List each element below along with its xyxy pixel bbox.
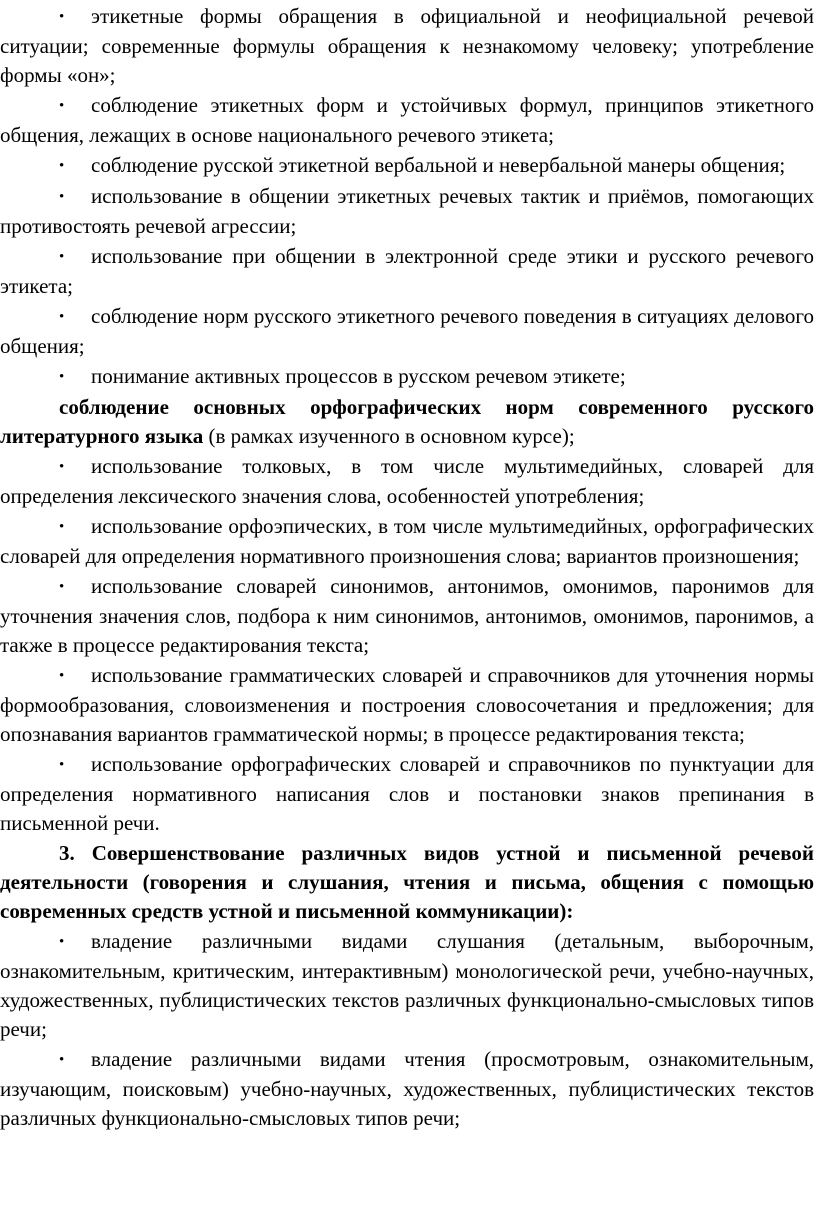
bullet-item	[0, 572, 814, 660]
bullet-icon: •	[59, 9, 65, 25]
bullet-icon: •	[59, 934, 65, 950]
bullet-item	[0, 512, 814, 571]
bullet-text: использование грамматических словарей и справочников для уточнения нормы формообразования, словоизменения и построения словосочетания и предложения; для опознавания вариантов грамматической нормы; в процессе редактирования текста;	[0, 663, 814, 746]
bullet-icon: •	[59, 249, 65, 265]
bullet-text: соблюдение норм русского этикетного речевого поведения в ситуациях делового общения;	[0, 304, 814, 358]
bullet-icon: •	[59, 309, 65, 325]
bullet-item	[0, 362, 814, 392]
bullet-item	[0, 452, 814, 511]
bullet-item	[0, 91, 814, 150]
bullet-text: соблюдение русской этикетной вербальной и невербальной манеры общения;	[91, 153, 786, 177]
bullet-icon: •	[59, 519, 65, 535]
bullet-item	[0, 302, 814, 361]
bullet-icon: •	[59, 579, 65, 595]
bullet-text: владение различными видами слушания (детальным, выборочным, ознакомительным, критическим, интерактивным) монологической речи, учебно-научных, художественных, публицистических текстов различных функционально-смысловых типов речи;	[0, 929, 814, 1041]
bullet-item	[0, 750, 814, 838]
bullet-text: использование при общении в электронной среде этики и русского речевого этикета;	[0, 244, 814, 298]
section-heading: 3. Совершенствование различных видов устной и письменной речевой деятельности (говорения и слушания, чтения и письма, общения с помощью современных средств устной и письменной коммуникации):	[0, 841, 814, 923]
bullet-text: понимание активных процессов в русском речевом этикете;	[91, 364, 626, 388]
bullet-text: этикетные формы обращения в официальной и неофициальной речевой ситуации; современные формулы обращения к незнакомому человеку; употребление формы «он»;	[0, 4, 814, 87]
bullet-text: использование словарей синонимов, антонимов, омонимов, паронимов для уточнения значения слов, подбора к ним синонимов, антонимов, омонимов, паронимов, а также в процессе редактирования текста;	[0, 574, 814, 657]
subsection-paragraph	[0, 393, 814, 451]
bullet-text: владение различными видами чтения (просмотровым, ознакомительным, изучающим, поисковым) учебно-научных, художественных, публицистических текстов различных функционально-смысловых типов речи;	[0, 1047, 814, 1130]
bullet-text: соблюдение этикетных форм и устойчивых формул, принципов этикетного общения, лежащих в основе национального речевого этикета;	[0, 93, 814, 147]
bullet-icon: •	[59, 98, 65, 114]
bullet-item	[0, 1045, 814, 1133]
bullet-icon: •	[59, 369, 65, 385]
bullet-item	[0, 927, 814, 1044]
bullet-item	[0, 242, 814, 301]
bullet-item	[0, 151, 814, 181]
bullet-text: использование в общении этикетных речевых тактик и приёмов, помогающих противостоять речевой агрессии;	[0, 184, 814, 238]
bullet-text: использование орфоэпических, в том числе мультимедийных, орфографических словарей для определения нормативного произношения слова; вариантов произношения;	[0, 514, 814, 568]
bullet-icon: •	[59, 668, 65, 684]
bullet-icon: •	[59, 1052, 65, 1068]
bullet-icon: •	[59, 459, 65, 475]
bullet-text: использование толковых, в том числе мультимедийных, словарей для определения лексического значения слова, особенностей употребления;	[0, 454, 814, 508]
bullet-item	[0, 661, 814, 749]
bullet-item	[0, 2, 814, 90]
bullet-icon: •	[59, 158, 65, 174]
bullet-item	[0, 182, 814, 241]
bullet-text: использование орфографических словарей и справочников по пунктуации для определения нормативного написания слов и постановки знаков препинания в письменной речи.	[0, 752, 814, 835]
subsection-title: соблюдение основных орфографических норм современного русского литературного языка	[0, 395, 814, 448]
bullet-icon: •	[59, 757, 65, 773]
subsection-note: (в рамках изученного в основном курсе);	[203, 424, 575, 448]
bullet-icon: •	[59, 189, 65, 205]
